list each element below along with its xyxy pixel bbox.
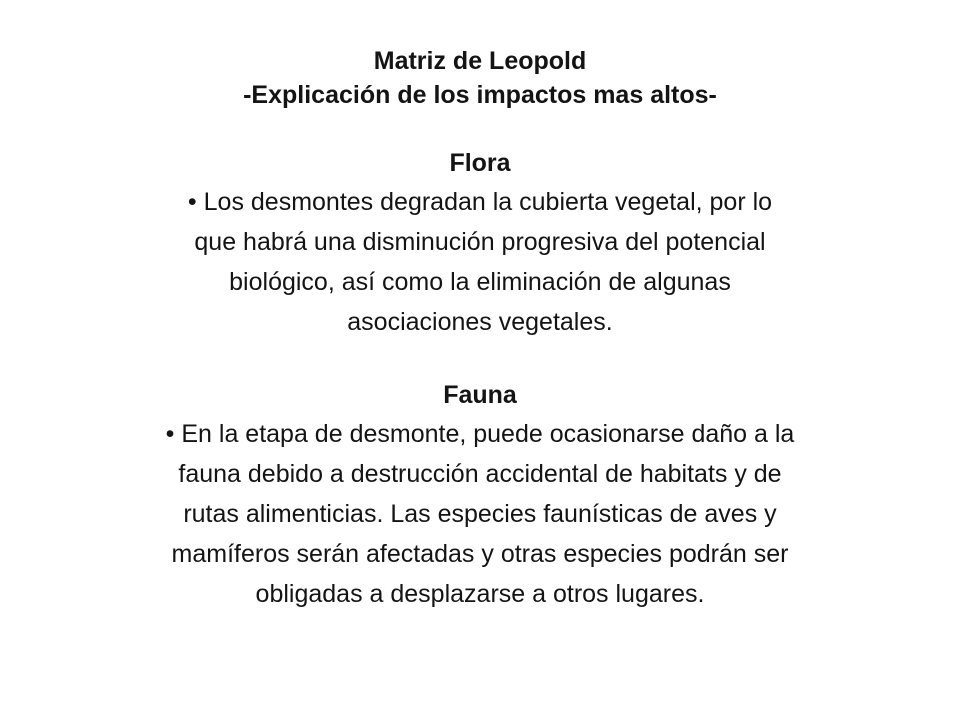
flora-text-line-3: biológico, así como la eliminación de algunas [229,268,731,296]
section-heading-fauna: Fauna [443,381,517,409]
bullet-glyph: • [187,188,197,216]
flora-text-line-2: que habrá una disminución progresiva del potencial [194,228,766,256]
fauna-text-line-3: rutas alimenticias. Las especies faunísticas de aves y [183,500,777,528]
fauna-text-line [90,414,870,454]
fauna-text-line-2: fauna debido a destrucción accidental de habitats y de [178,460,782,488]
slide-title: Matriz de Leopold [373,47,587,75]
slide-content [90,44,870,614]
flora-text-line-1: Los desmontes degradan la cubierta vegetal, por lo [203,188,773,216]
fauna-text-line-4: mamíferos serán afectadas y otras especies podrán ser [171,540,789,568]
section-heading-flora: Flora [449,149,511,177]
flora-text-line-4: asociaciones vegetales. [347,308,613,336]
slide-subtitle: -Explicación de los impactos mas altos- [243,81,717,109]
fauna-text-line-1: En la etapa de desmonte, puede ocasionarse daño a la [181,420,795,448]
bullet-glyph: • [165,420,175,448]
fauna-text-line-5: obligadas a desplazarse a otros lugares. [255,580,705,608]
flora-text-line [90,182,870,222]
